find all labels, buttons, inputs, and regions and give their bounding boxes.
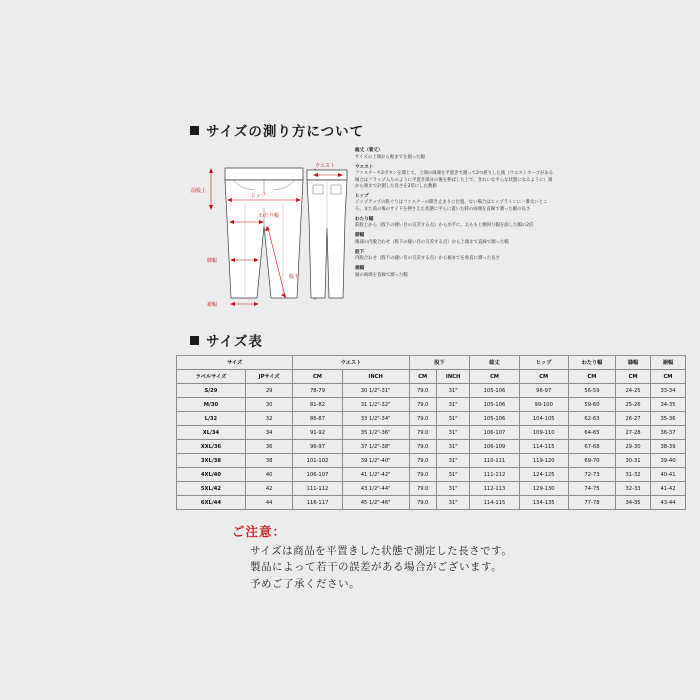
size-table-wrapper (176, 355, 686, 510)
table-row (177, 482, 686, 496)
pants-back-diagram (285, 158, 365, 308)
square-bullet-icon (190, 126, 199, 135)
desc-block (355, 233, 555, 246)
measure-section-heading (190, 120, 364, 140)
cell-size: 5XL/42 (177, 482, 246, 496)
size-guide-sheet (10, 10, 690, 690)
cell-total: 111-112 (470, 468, 519, 482)
col-group-hem: 裾幅 (651, 356, 686, 370)
col-inseam-inch: INCH (436, 370, 469, 384)
cell-inseam-cm: 79.0 (409, 412, 436, 426)
cell-total: 105-106 (470, 384, 519, 398)
cell-thigh: 72-73 (568, 468, 615, 482)
desc-body: 後部の内股合わせ（股下の縫い目の交差する点）から上端まで直線で測った幅 (355, 239, 509, 245)
cell-inseam-inch: 31" (436, 440, 469, 454)
cell-waist-inch: 37 1/2"-38" (342, 440, 409, 454)
desc-title: 股下 (355, 249, 365, 255)
cell-waist-inch: 35 1/2"-36" (342, 426, 409, 440)
desc-title: ウエスト (355, 164, 374, 170)
desc-title: ヒップ (355, 193, 369, 199)
cell-jp: 38 (245, 454, 293, 468)
size-table (176, 355, 686, 510)
desc-title: 裾幅 (355, 266, 365, 272)
cell-inseam-inch: 31" (436, 398, 469, 412)
cell-waist-cm: 106-107 (293, 468, 342, 482)
notice-line: サイズは商品を平置きした状態で測定した長さです。 (250, 545, 513, 557)
cell-jp: 36 (245, 440, 293, 454)
col-group-hip: ヒップ (519, 356, 568, 370)
col-hem-cm: CM (651, 370, 686, 384)
cell-thigh: 56-59 (568, 384, 615, 398)
cell-thigh: 62-63 (568, 412, 615, 426)
cell-hem: 40-41 (651, 468, 686, 482)
cell-hem: 39-40 (651, 454, 686, 468)
cell-hip: 99-100 (519, 398, 568, 412)
col-knee-cm: CM (616, 370, 651, 384)
cell-inseam-inch: 31" (436, 412, 469, 426)
size-table-heading (190, 330, 263, 350)
table-row (177, 468, 686, 482)
svg-text:前股上: 前股上 (191, 188, 207, 194)
cell-knee: 27-28 (616, 426, 651, 440)
square-bullet-icon (190, 336, 199, 345)
col-hip-cm: CM (519, 370, 568, 384)
size-table-body (177, 384, 686, 510)
cell-total: 105-106 (470, 412, 519, 426)
cell-total: 110-111 (470, 454, 519, 468)
cell-inseam-cm: 79.0 (409, 398, 436, 412)
cell-hip: 104-105 (519, 412, 568, 426)
cell-jp: 42 (245, 482, 293, 496)
notice-title: ご注意： (232, 524, 287, 539)
cell-knee: 25-26 (616, 398, 651, 412)
cell-hem: 38-39 (651, 440, 686, 454)
svg-text:ヒップ: ヒップ (251, 193, 266, 199)
cell-hem: 33-34 (651, 384, 686, 398)
table-row (177, 384, 686, 398)
cell-inseam-cm: 79.0 (409, 468, 436, 482)
cell-waist-inch: 41 1/2"-42" (342, 468, 409, 482)
cell-size: 3XL/38 (177, 454, 246, 468)
desc-body: 内股合わせ（股下の縫い目の交差する点）から裾までを垂直に測った長さ (355, 256, 500, 262)
desc-block (355, 165, 555, 191)
cell-inseam-inch: 31" (436, 426, 469, 440)
col-inseam-cm: CM (409, 370, 436, 384)
cell-thigh: 77-78 (568, 496, 615, 510)
cell-waist-cm: 96-97 (293, 440, 342, 454)
cell-inseam-inch: 31" (436, 384, 469, 398)
table-row (177, 398, 686, 412)
cell-size: S/29 (177, 384, 246, 398)
cell-thigh: 64-65 (568, 426, 615, 440)
cell-inseam-cm: 79.0 (409, 440, 436, 454)
col-jp-size: JPサイズ (245, 370, 293, 384)
cell-total: 114-115 (470, 496, 519, 510)
desc-block (355, 148, 555, 161)
cell-size: 4XL/40 (177, 468, 246, 482)
cell-inseam-cm: 79.0 (409, 454, 436, 468)
desc-block (355, 194, 555, 213)
col-waist-inch: INCH (342, 370, 409, 384)
cell-jp: 29 (245, 384, 293, 398)
cell-hem: 35-36 (651, 412, 686, 426)
col-waist-cm: CM (293, 370, 342, 384)
cell-total: 112-113 (470, 482, 519, 496)
cell-size: L/32 (177, 412, 246, 426)
cell-hip: 129-130 (519, 482, 568, 496)
table-header-row-sub (177, 370, 686, 384)
cell-hem: 43-44 (651, 496, 686, 510)
cell-inseam-inch: 31" (436, 454, 469, 468)
table-row (177, 496, 686, 510)
cell-waist-cm: 78-79 (293, 384, 342, 398)
desc-title: わたり幅 (355, 216, 374, 222)
table-row (177, 454, 686, 468)
cell-jp: 32 (245, 412, 293, 426)
size-table-heading-label: サイズ表 (206, 334, 263, 350)
cell-waist-inch: 33 1/2"-34" (342, 412, 409, 426)
cell-hem: 36-37 (651, 426, 686, 440)
cell-inseam-inch: 31" (436, 482, 469, 496)
cell-inseam-cm: 79.0 (409, 426, 436, 440)
table-row (177, 426, 686, 440)
col-label-size: ラベルサイズ (177, 370, 246, 384)
cell-hip: 109-110 (519, 426, 568, 440)
cell-thigh: 67-68 (568, 440, 615, 454)
cell-inseam-cm: 79.0 (409, 496, 436, 510)
cell-size: 6XL/44 (177, 496, 246, 510)
cell-knee: 31-32 (616, 468, 651, 482)
cell-jp: 40 (245, 468, 293, 482)
cell-jp: 34 (245, 426, 293, 440)
cell-hip: 119-120 (519, 454, 568, 468)
cell-knee: 30-31 (616, 454, 651, 468)
col-group-knee: 膝幅 (616, 356, 651, 370)
cell-inseam-cm: 79.0 (409, 384, 436, 398)
cell-total: 106-109 (470, 440, 519, 454)
cell-hip: 114-115 (519, 440, 568, 454)
measurement-descriptions (355, 148, 555, 283)
svg-text:ウエスト: ウエスト (315, 163, 336, 169)
notice-body (250, 543, 670, 592)
cell-waist-cm: 111-112 (293, 482, 342, 496)
svg-text:股下: 股下 (289, 274, 300, 280)
cell-thigh: 69-70 (568, 454, 615, 468)
measure-heading-label: サイズの測り方について (206, 124, 365, 140)
cell-waist-cm: 116-117 (293, 496, 342, 510)
cell-thigh: 59-60 (568, 398, 615, 412)
size-table-head (177, 356, 686, 384)
desc-body: ジップアップの股ぐりはファスナーの開き止まりに位置、ない場合はヒップラインに一番太いところ、また前の後のサイドを押さえた状態に平らに置いた時の両端を直線で測った幅の長さ (355, 200, 548, 212)
cell-inseam-inch: 31" (436, 496, 469, 510)
cell-hem: 41-42 (651, 482, 686, 496)
desc-block (355, 217, 555, 230)
cell-knee: 24-25 (616, 384, 651, 398)
cell-waist-cm: 91-92 (293, 426, 342, 440)
cell-hip: 124-125 (519, 468, 568, 482)
cell-total: 105-106 (470, 398, 519, 412)
table-row (177, 440, 686, 454)
svg-text:裾幅: 裾幅 (207, 302, 218, 308)
col-group-total-length: 総丈 (470, 356, 519, 370)
cell-hem: 34-35 (651, 398, 686, 412)
cell-jp: 30 (245, 398, 293, 412)
desc-block (355, 250, 555, 263)
table-header-row-top (177, 356, 686, 370)
cell-size: XL/34 (177, 426, 246, 440)
cell-hip: 96-97 (519, 384, 568, 398)
desc-body: 裾の両端を直線で測った幅 (355, 272, 408, 278)
cell-size: XXL/36 (177, 440, 246, 454)
cell-thigh: 74-75 (568, 482, 615, 496)
cell-knee: 29-30 (616, 440, 651, 454)
desc-block (355, 266, 555, 279)
col-group-waist: ウエスト (293, 356, 409, 370)
notice-line: 予めご了承ください。 (250, 577, 360, 590)
desc-title: 総丈（着丈） (355, 148, 383, 153)
cell-waist-cm: 81-82 (293, 398, 342, 412)
cell-inseam-inch: 31" (436, 468, 469, 482)
col-total-cm: CM (470, 370, 519, 384)
cell-knee: 26-27 (616, 412, 651, 426)
cell-hip: 134-135 (519, 496, 568, 510)
col-thigh-cm: CM (568, 370, 615, 384)
cell-jp: 44 (245, 496, 293, 510)
desc-title: 膝幅 (355, 233, 365, 239)
col-group-size: サイズ (177, 356, 293, 370)
cell-knee: 32-33 (616, 482, 651, 496)
cell-waist-cm: 86-87 (293, 412, 342, 426)
desc-body: ファスナーや2ボタンを開じて、上端の両端を平置きで測って2つ折りした後（ウエストカーブがある場合はフラップ入りのように平置き部分の後を伸ばした上で、きれいな平らな状態になるように）端から端まで計測した長さを2倍にした数値 (355, 171, 554, 189)
svg-text:膝幅: 膝幅 (207, 258, 218, 264)
cell-total: 106-107 (470, 426, 519, 440)
desc-body: 前股上から（股下の縫い目の交差する点）から水平に、太ももと腰回り幅を面した幅の2倍 (355, 223, 534, 229)
cell-knee: 34-35 (616, 496, 651, 510)
cell-waist-inch: 31 1/2"-32" (342, 398, 409, 412)
notice-line: 製品によって若干の誤差がある場合がございます。 (250, 561, 503, 574)
table-row (177, 412, 686, 426)
desc-body: サイズの上端から裾までを測った幅 (355, 154, 425, 160)
svg-text:わたり幅: わたり幅 (259, 213, 280, 219)
cell-waist-inch: 43 1/2"-44" (342, 482, 409, 496)
cell-waist-inch: 45 1/2"-46" (342, 496, 409, 510)
cell-waist-cm: 101-102 (293, 454, 342, 468)
col-group-thigh: わたり幅 (568, 356, 615, 370)
col-group-inseam: 股下 (409, 356, 470, 370)
cell-inseam-cm: 79.0 (409, 482, 436, 496)
cell-waist-inch: 30 1/2"-31" (342, 384, 409, 398)
cell-size: M/30 (177, 398, 246, 412)
cell-waist-inch: 39 1/2"-40" (342, 454, 409, 468)
